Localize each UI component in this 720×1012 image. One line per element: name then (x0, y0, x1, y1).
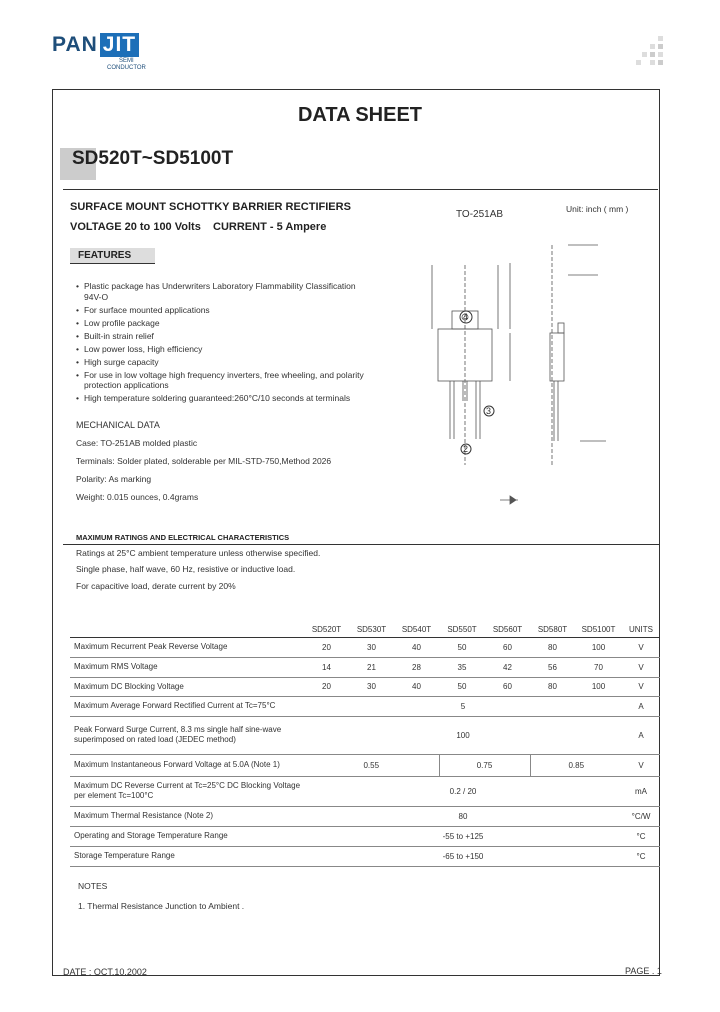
rating-note: Single phase, half wave, 60 Hz, resistive or inductive load. (76, 564, 296, 574)
cell: 70 (575, 657, 622, 677)
cell: -65 to +150 (304, 846, 622, 866)
table-header: SD560T (485, 623, 530, 637)
table-row (70, 696, 660, 716)
row-param: Maximum RMS Voltage (70, 657, 304, 677)
cell: 20 (304, 637, 349, 657)
row-unit: V (622, 754, 660, 776)
logo-pan: PAN (52, 33, 98, 56)
cell: 100 (304, 716, 622, 754)
mechanical-data (76, 420, 376, 510)
table-row (70, 716, 660, 754)
table-row (70, 637, 660, 657)
mech-line: Terminals: Solder plated, solderable per MIL-STD-750,Method 2026 (76, 456, 332, 466)
row-param: Maximum DC Blocking Voltage (70, 677, 304, 696)
cell: 80 (530, 637, 575, 657)
list-item: • For use in low voltage high frequency inverters, free wheeling, and polarity protection applications (76, 370, 366, 391)
row-param: Maximum Instantaneous Forward Voltage at 5.0A (Note 1) (70, 754, 304, 776)
note-item: 1. Thermal Resistance Junction to Ambient . (78, 901, 245, 911)
table-row (70, 826, 660, 846)
cell: 56 (530, 657, 575, 677)
cell: 0.55 (304, 754, 439, 776)
list-item: • High temperature soldering guaranteed:260°C/10 seconds at terminals (76, 393, 366, 404)
row-param: Storage Temperature Range (70, 846, 304, 866)
footer-page: PAGE . 1 (625, 966, 662, 976)
row-param: Operating and Storage Temperature Range (70, 826, 304, 846)
cell: 14 (304, 657, 349, 677)
logo-jit: JIT (100, 33, 139, 57)
unit-label: Unit: inch ( mm ) (566, 204, 629, 214)
page-title: DATA SHEET (297, 104, 423, 126)
cell: 35 (439, 657, 485, 677)
list-item: • High surge capacity (76, 357, 366, 368)
cell: 60 (485, 677, 530, 696)
svg-text:3: 3 (486, 406, 492, 416)
cell: 40 (394, 677, 439, 696)
table-row (70, 754, 660, 776)
ratings-table (70, 623, 660, 867)
table-row (70, 806, 660, 826)
rating-note: For capacitive load, derate current by 20% (76, 581, 236, 591)
cell: 21 (349, 657, 394, 677)
cell: 30 (349, 637, 394, 657)
list-item: • Plastic package has Underwriters Laboratory Flammability Classification 94V-O (76, 281, 366, 302)
table-row (70, 846, 660, 866)
package-diagram (400, 205, 650, 505)
cell: 50 (439, 677, 485, 696)
footer-date: DATE : OCT.10.2002 (63, 967, 147, 977)
table-header-row (70, 623, 660, 637)
cell: 42 (485, 657, 530, 677)
ratings-heading: MAXIMUM RATINGS AND ELECTRICAL CHARACTERISTICS (76, 533, 290, 542)
cell: -55 to +125 (304, 826, 622, 846)
cell: 50 (439, 637, 485, 657)
cell: 0.85 (530, 754, 622, 776)
cell: 30 (349, 677, 394, 696)
voltage-current: VOLTAGE 20 to 100 Volts CURRENT - 5 Ampere (70, 221, 327, 233)
cell: 20 (304, 677, 349, 696)
list-item: • Low power loss, High efficiency (76, 344, 366, 355)
brand-logo (52, 33, 139, 57)
row-unit: mA (622, 776, 660, 806)
table-header: SD5100T (575, 623, 622, 637)
package-label: TO-251AB (456, 209, 504, 220)
table-row (70, 677, 660, 696)
mech-heading: MECHANICAL DATA (76, 420, 160, 430)
row-param: Maximum Recurrent Peak Reverse Voltage (70, 637, 304, 657)
svg-text:2: 2 (463, 444, 469, 454)
svg-text:4: 4 (463, 312, 469, 322)
part-number: SD520T~SD5100T (72, 148, 234, 169)
table-header (70, 623, 304, 637)
row-param: Peak Forward Surge Current, 8.3 ms single half sine-wave superimposed on rated load (JEDEC method) (70, 716, 304, 754)
cell: 0.2 / 20 (304, 776, 622, 806)
table-row (70, 776, 660, 806)
table-header: SD550T (439, 623, 485, 637)
cell: 60 (485, 637, 530, 657)
row-unit: °C (622, 826, 660, 846)
list-item: • Low profile package (76, 318, 366, 329)
logo-subtext (107, 58, 146, 72)
cell: 28 (394, 657, 439, 677)
rating-note: Ratings at 25°C ambient temperature unless otherwise specified. (76, 548, 321, 558)
divider-ratings (63, 544, 660, 545)
logo-sub1: SEMI (119, 58, 134, 64)
cell: 100 (575, 637, 622, 657)
cell: 5 (304, 696, 622, 716)
cell: 40 (394, 637, 439, 657)
mech-line: Case: TO-251AB molded plastic (76, 438, 198, 448)
row-unit: V (622, 637, 660, 657)
cell: 100 (575, 677, 622, 696)
divider-top (63, 189, 658, 190)
features-heading: FEATURES (78, 250, 132, 261)
row-unit: A (622, 716, 660, 754)
row-unit: A (622, 696, 660, 716)
row-param: Maximum Average Forward Rectified Current at Tc=75°C (70, 696, 304, 716)
list-item: • Built-in strain relief (76, 331, 366, 342)
row-param: Maximum Thermal Resistance (Note 2) (70, 806, 304, 826)
cell: 80 (304, 806, 622, 826)
table-header: SD530T (349, 623, 394, 637)
subtitle: SURFACE MOUNT SCHOTTKY BARRIER RECTIFIERS (70, 201, 351, 213)
table-header: SD580T (530, 623, 575, 637)
cell: 0.75 (439, 754, 530, 776)
features-list (76, 281, 366, 406)
row-param: Maximum DC Reverse Current at Tc=25°C DC Blocking Voltage per element Tc=100°C (70, 776, 304, 806)
logo-sub2: CONDUCTOR (107, 65, 146, 71)
row-unit: V (622, 677, 660, 696)
row-unit: °C (622, 846, 660, 866)
row-unit: °C/W (622, 806, 660, 826)
row-unit: V (622, 657, 660, 677)
cell: 80 (530, 677, 575, 696)
list-item: • For surface mounted applications (76, 305, 366, 316)
table-row (70, 657, 660, 677)
mech-line: Weight: 0.015 ounces, 0.4grams (76, 492, 199, 502)
table-header: SD540T (394, 623, 439, 637)
corner-dots-icon (636, 36, 670, 70)
table-header: SD520T (304, 623, 349, 637)
mech-line: Polarity: As marking (76, 474, 152, 484)
table-header: UNITS (622, 623, 660, 637)
notes-heading: NOTES (78, 881, 108, 891)
